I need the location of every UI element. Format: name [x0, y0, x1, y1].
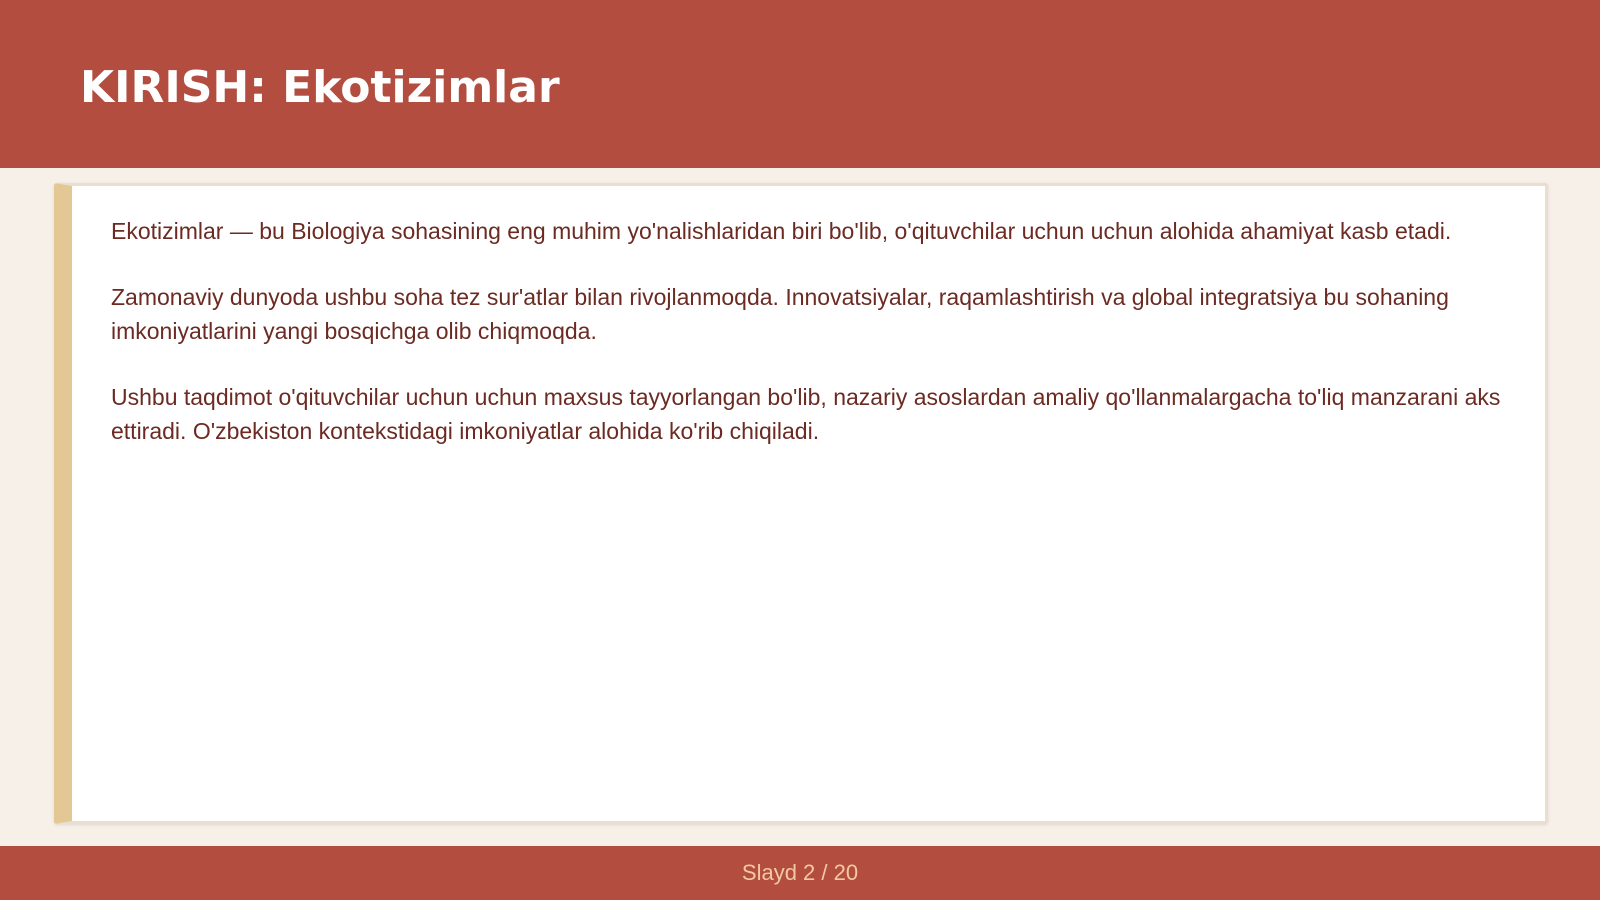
slide-header	[0, 0, 1600, 168]
slide-footer	[0, 846, 1600, 900]
paragraph-modern-world: Zamonaviy dunyoda ushbu soha tez sur'atlar bilan rivojlanmoqda. Innovatsiyalar, raqamlashtirish va global integratsiya bu sohaning imkoniyatlarini yangi bosqichga olib chiqmoqda.	[111, 284, 1449, 344]
content-card	[54, 183, 1548, 824]
paragraph-presentation-scope: Ushbu taqdimot o'qituvchilar uchun uchun maxsus tayyorlangan bo'lib, nazariy asoslardan amaliy qo'llanmalargacha to'liq manzarani aks ettiradi. O'zbekiston kontekstidagi imkoniyatlar alohida ko'rib chiqiladi.	[111, 384, 1501, 444]
card-body	[111, 214, 1551, 480]
paragraph-intro: Ekotizimlar — bu Biologiya sohasining eng muhim yo'nalishlaridan biri bo'lib, o'qituvchilar uchun uchun alohida ahamiyat kasb etadi.	[111, 218, 1452, 244]
slide-counter: Slayd 2 / 20	[741, 860, 859, 885]
slide-title: KIRISH: Ekotizimlar	[80, 62, 560, 113]
